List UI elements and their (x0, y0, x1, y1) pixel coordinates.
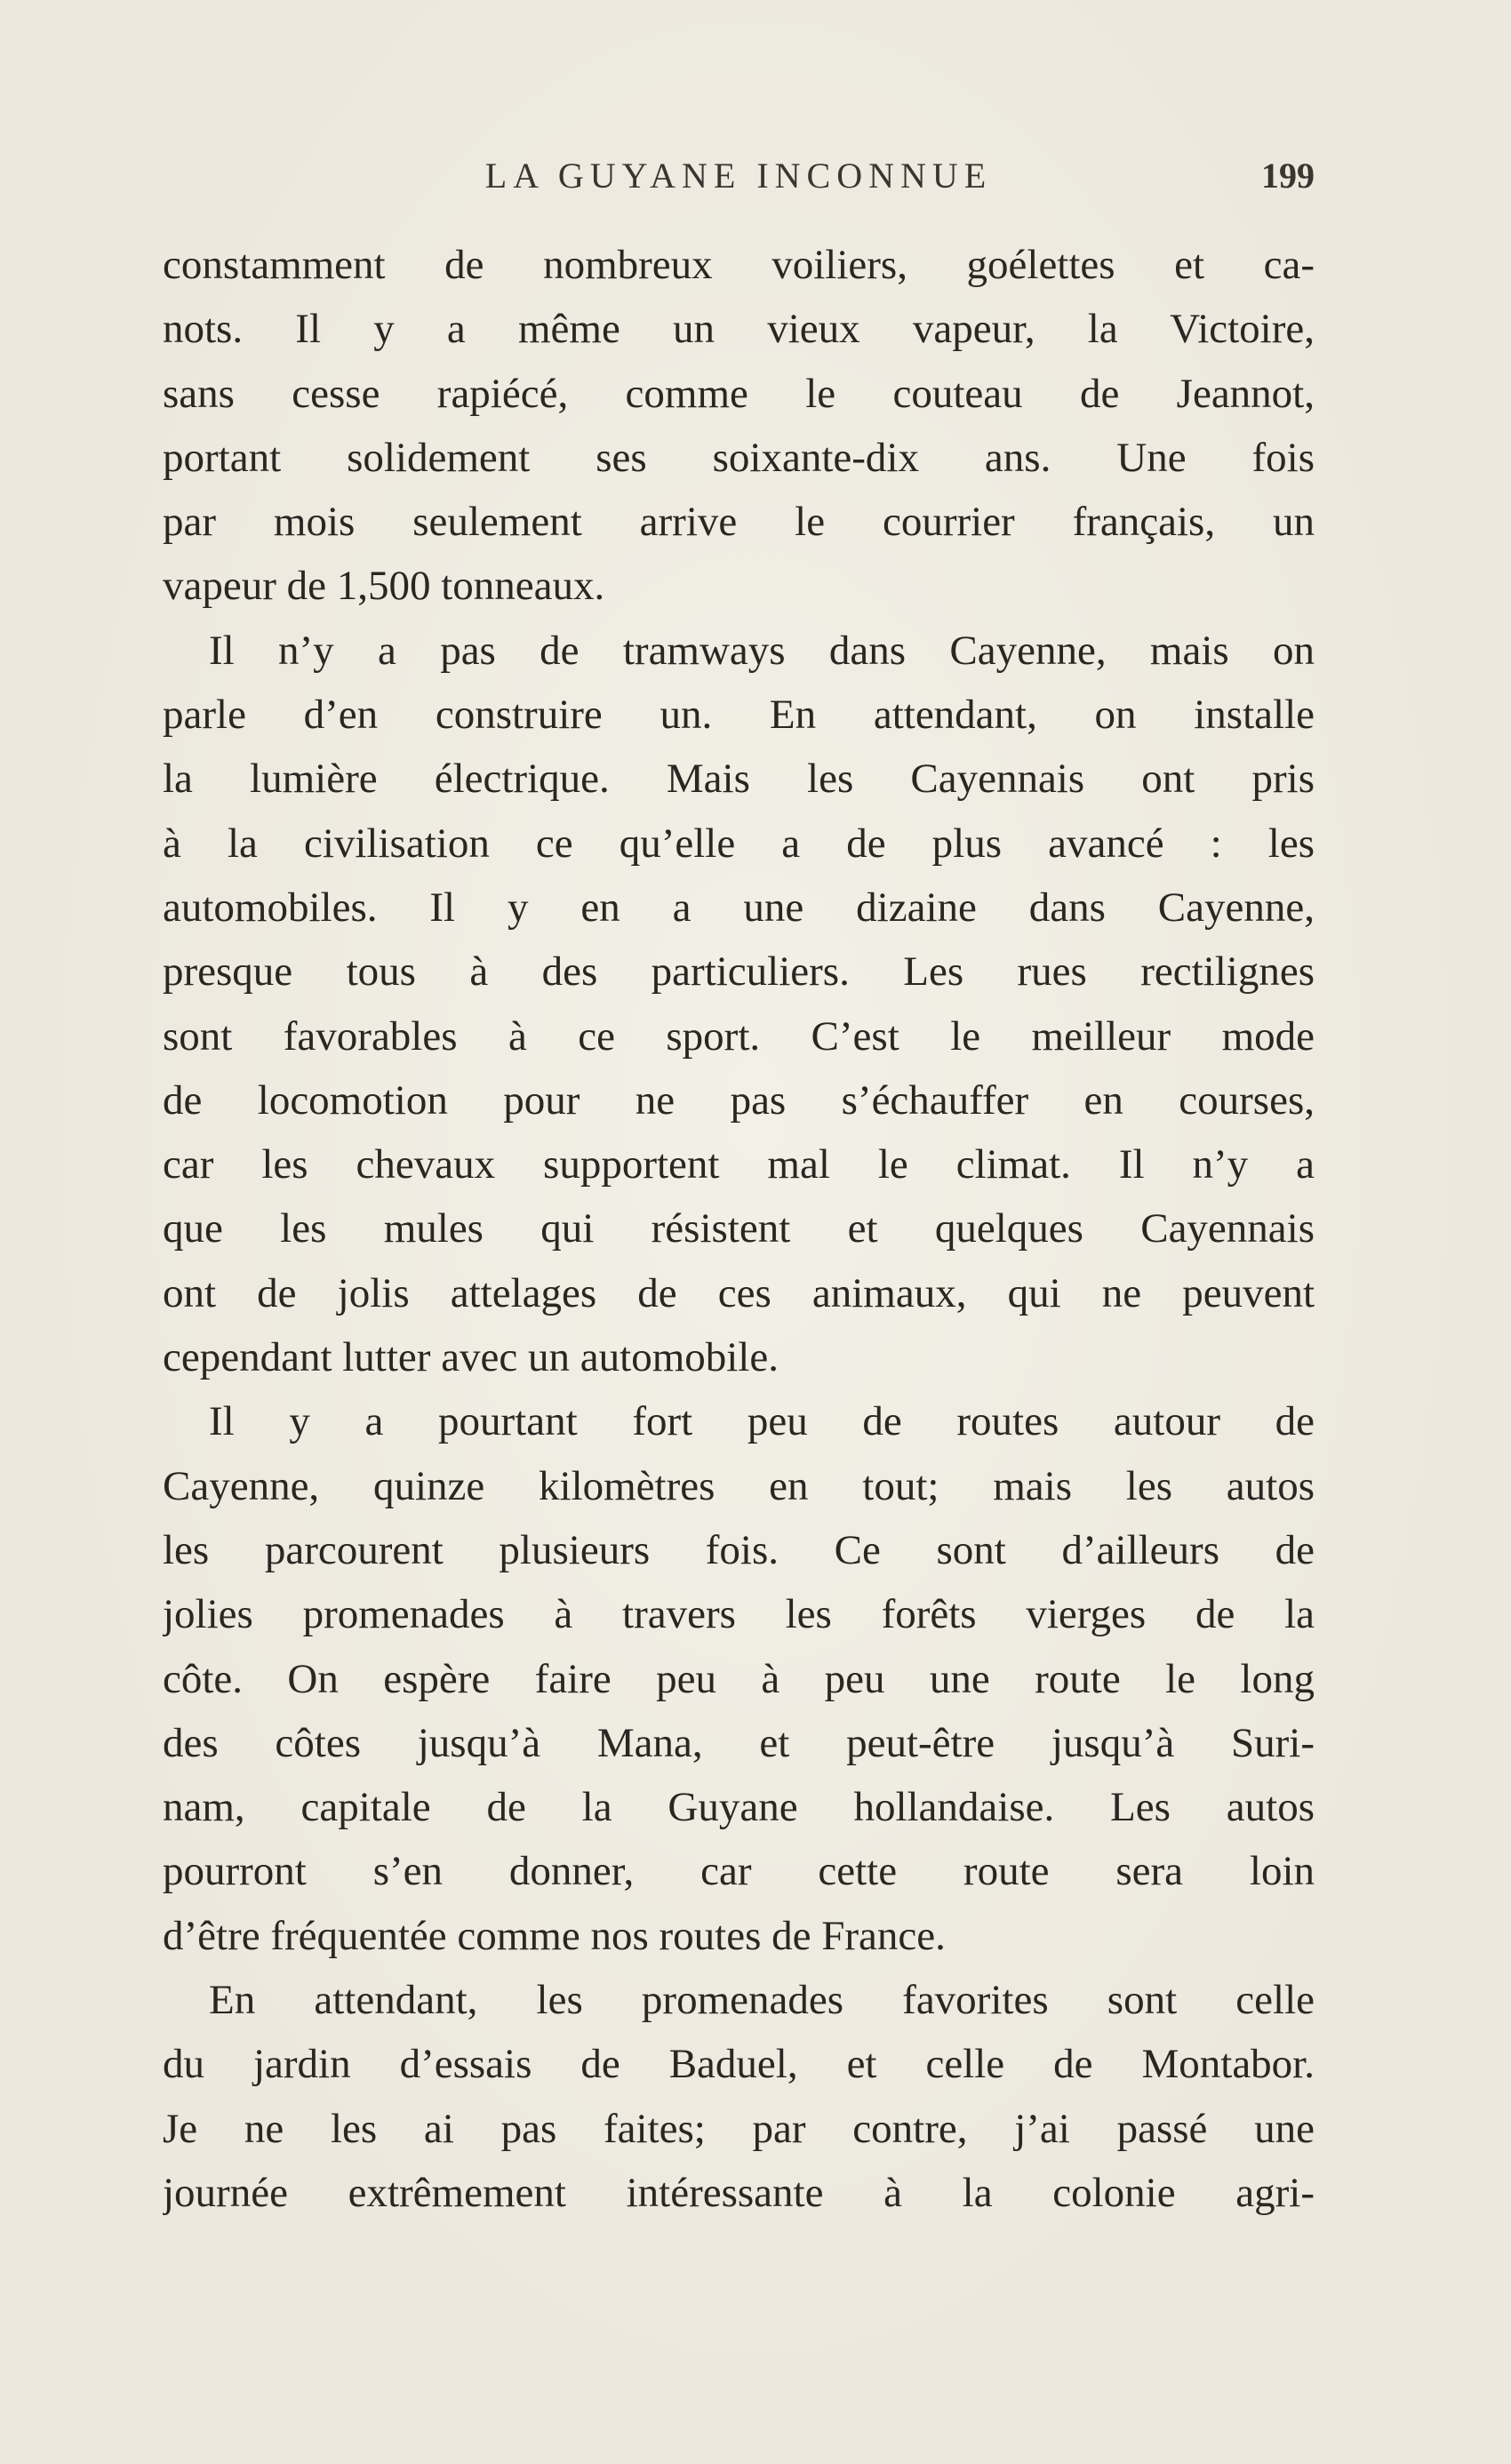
text-line: portant solidement ses soixante-dix ans. Une fois (163, 434, 1315, 481)
text-line: constamment de nombreux voiliers, goélettes et ca- (163, 242, 1315, 288)
body-text (163, 233, 1315, 2225)
text-line: de locomotion pour ne pas s’échauffer en courses, (163, 1076, 1315, 1124)
text-line: sont favorables à ce sport. C’est le meilleur mode (163, 1012, 1315, 1060)
running-title: LA GUYANE INCONNUE (484, 156, 993, 196)
text-line: du jardin d’essais de Baduel, et celle de Montabor. (163, 2041, 1315, 2088)
text-line: vapeur de 1,500 tonneaux. (163, 563, 605, 610)
text-line: pourront s’en donner, car cette route sera loin (163, 1848, 1315, 1895)
text-line: des côtes jusqu’à Mana, et peut-être jusqu’à Suri- (163, 1719, 1315, 1766)
text-line: côte. On espère faire peu à peu une route le long (163, 1655, 1315, 1702)
text-line: presque tous à des particuliers. Les rues rectilignes (163, 948, 1315, 996)
text-line: Cayenne, quinze kilomètres en tout; mais les autos (163, 1462, 1315, 1509)
text-line: cependant lutter avec un automobile. (163, 1334, 779, 1381)
text-line: Il y a pourtant fort peu de routes autour de (209, 1398, 1315, 1445)
text-line: En attendant, les promenades favorites sont celle (209, 1977, 1315, 2024)
text-line: Je ne les ai pas faites; par contre, j’ai passé une (163, 2105, 1315, 2152)
text-line: nots. Il y a même un vieux vapeur, la Victoire, (163, 306, 1315, 353)
text-line: la lumière électrique. Mais les Cayennais ont pris (163, 756, 1315, 803)
text-line: jolies promenades à travers les forêts vierges de la (163, 1591, 1315, 1638)
text-line: les parcourent plusieurs fois. Ce sont d’ailleurs de (163, 1526, 1315, 1573)
text-line: sans cesse rapiécé, comme le couteau de Jeannot, (163, 370, 1315, 417)
text-line: car les chevaux supportent mal le climat. Il n’y a (163, 1141, 1315, 1188)
text-line: parle d’en construire un. En attendant, on installe (163, 692, 1315, 739)
text-line: Il n’y a pas de tramways dans Cayenne, mais on (209, 627, 1315, 674)
text-line: à la civilisation ce qu’elle a de plus avancé : les (163, 820, 1315, 867)
text-line: que les mules qui résistent et quelques Cayennais (163, 1205, 1315, 1252)
text-line: journée extrêmement intéressante à la colonie agri- (163, 2169, 1315, 2216)
text-line: nam, capitale de la Guyane hollandaise. Les autos (163, 1784, 1315, 1831)
text-line: par mois seulement arrive le courrier français, un (163, 499, 1315, 546)
page-number: 199 (1261, 156, 1315, 196)
text-line: automobiles. Il y en a une dizaine dans Cayenne, (163, 884, 1315, 931)
text-line: d’être fréquentée comme nos routes de France. (163, 1912, 946, 1959)
running-header (163, 155, 1315, 208)
text-line: ont de jolis attelages de ces animaux, qui ne peuvent (163, 1269, 1315, 1316)
